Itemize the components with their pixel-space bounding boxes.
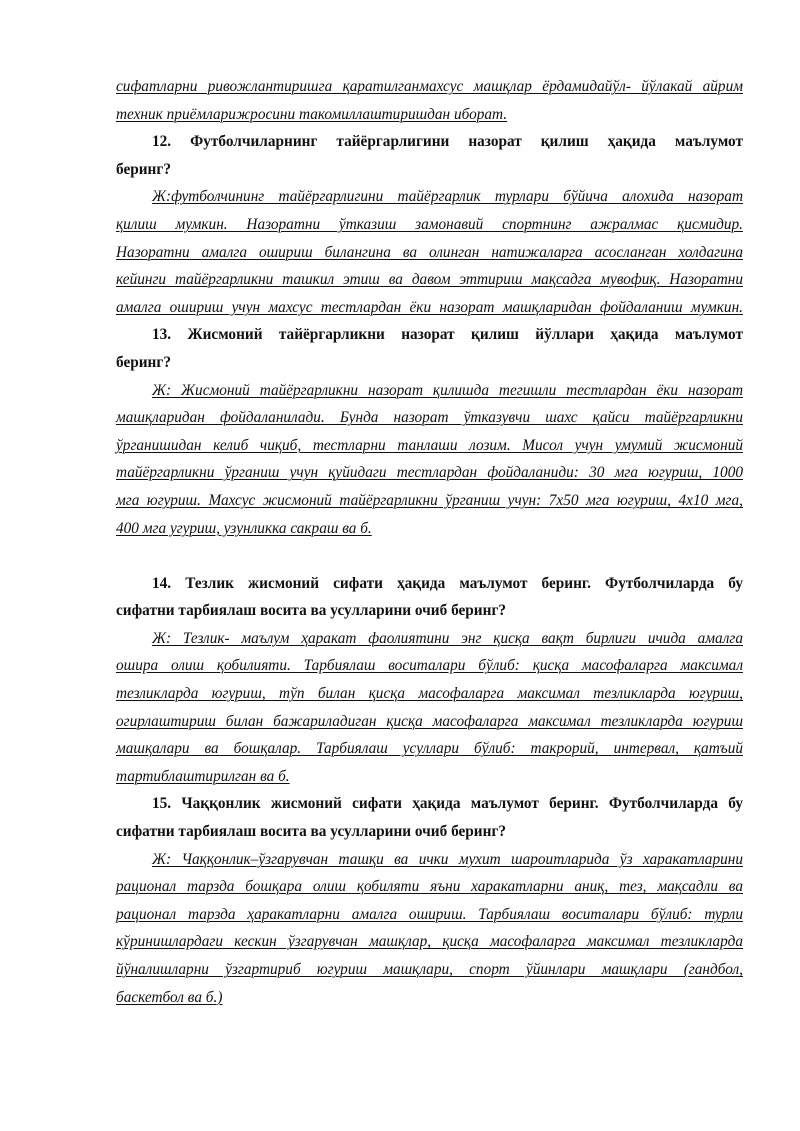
answer-line: Ж:футболчининг тайёргарлигини тайёргарлик турлари бўйича алохида назорат <box>152 188 743 206</box>
answer-line: кейинги тайёргарликни ташкил этиш ва давом эттириш мақсадга мувофиқ. Назоратни <box>116 271 743 289</box>
answer-line: Ж: Тезлик- маълум ҳаракат фаолиятини энг қисқа вақт бирлиги ичида амалга <box>152 629 743 647</box>
answer-line: техник приёмларижросини такомиллаштиришдан иборат. <box>116 105 508 123</box>
answer-line: йўналишларни ўзгартириб югуриш машқлари, спорт ўйинлари машқлари (гандбол, <box>116 961 743 978</box>
question-14-title: 14. Тезлик жисмоний сифати ҳақида маълумот беринг. Футболчиларда бу <box>152 574 743 592</box>
question-13-title: 13. Жисмоний тайёргарликни назорат қилиш йўллари ҳақида маълумот <box>152 326 743 344</box>
answer-line: машқларидан фойдаланилади. Бунда назорат ўтказувчи шахс қайси тайёргарликни <box>116 409 743 427</box>
answer-line: тезликларда югуриш, тўп билан қисқа масофаларга максимал тезликларда югуриш, <box>116 685 743 703</box>
answer-line: 400 мга угуриш, узунликка сакраш ва б. <box>116 519 372 537</box>
question-12-title-cont: беринг? <box>116 160 171 178</box>
document-page <box>116 73 743 1011</box>
answer-line: машқалари ва бошқалар. Тарбиялаш усуллари бўлиб: такрорий, интервал, қатъий <box>116 740 743 758</box>
answer-line: қилиш мумкин. Назоратни ўтказиш замонавий спортнинг ажралмас қисмидир. <box>116 215 743 233</box>
answer-line: тайёргарликни ўрганиш учун қуйидаги тестлардан фойдаланиди: 30 мга югуриш, 1000 <box>116 464 743 482</box>
answer-line: рационал тарзда бошқара олиш қобиляти яъни харакатларни аниқ, тез, мақсадли ва <box>116 878 743 896</box>
answer-line: кўринишлардаги кескин ўзгарувчан машқлар, қисқа масофаларга максимал тезликларда <box>116 933 743 951</box>
question-15-title-cont: сифатни тарбиялаш восита ва усулларини очиб беринг? <box>116 823 507 841</box>
answer-line: тартиблаштирилган ва б. <box>116 767 290 785</box>
answer-line: Ж: Чаққонлик–ўзгарувчан ташқи ва ички мухит шароитларида ўз харакатларини <box>152 850 743 868</box>
answer-line: баскетбол ва б.) <box>116 988 223 1006</box>
question-12-title: 12. Футболчиларнинг тайёргарлигини назорат қилиш ҳақида маълумот <box>152 133 743 151</box>
answer-line: Назоратни амалга ошириш билангина ва олинган натижаларга асосланган холдагина <box>116 243 743 261</box>
answer-line: амалга ошириш учун махсус тестлардан ёки назорат машқларидан фойдаланиш мумкин. <box>116 298 743 316</box>
paragraph-gap <box>116 542 743 570</box>
answer-line: сифатларни ривожлантиришга қаратилганмахсус машқлар ёрдамидайўл- йўлакай айрим <box>116 78 743 95</box>
question-15-title: 15. Чаққонлик жисмоний сифати ҳақида маълумот беринг. Футболчиларда бу <box>152 795 743 813</box>
answer-line: рационал тарзда ҳаракатларни амалга ошириш. Тарбиялаш воситалари бўлиб: турли <box>116 905 743 923</box>
answer-line: ўрганишидан келиб чиқиб, тестларни танлаши лозим. Мисол учун умумий жисмоний <box>116 436 743 454</box>
question-14-title-cont: сифатни тарбиялаш восита ва усулларини очиб беринг? <box>116 602 507 620</box>
answer-line: ошира олиш қобилияти. Тарбиялаш воситалари бўлиб: қисқа масофаларга максимал <box>116 657 743 675</box>
answer-line: мга югуриш. Махсус жисмоний тайёргарликни ўрганиш учун: 7х50 мга югуриш, 4х10 мга, <box>116 491 743 509</box>
question-13-title-cont: беринг? <box>116 353 171 371</box>
answer-line: огирлаштириш билан бажариладиган қисқа масофаларга максимал тезликларда югуриш <box>116 712 743 730</box>
answer-line: Ж: Жисмоний тайёргарликни назорат қилишда тегишли тестлардан ёки назорат <box>152 381 743 399</box>
